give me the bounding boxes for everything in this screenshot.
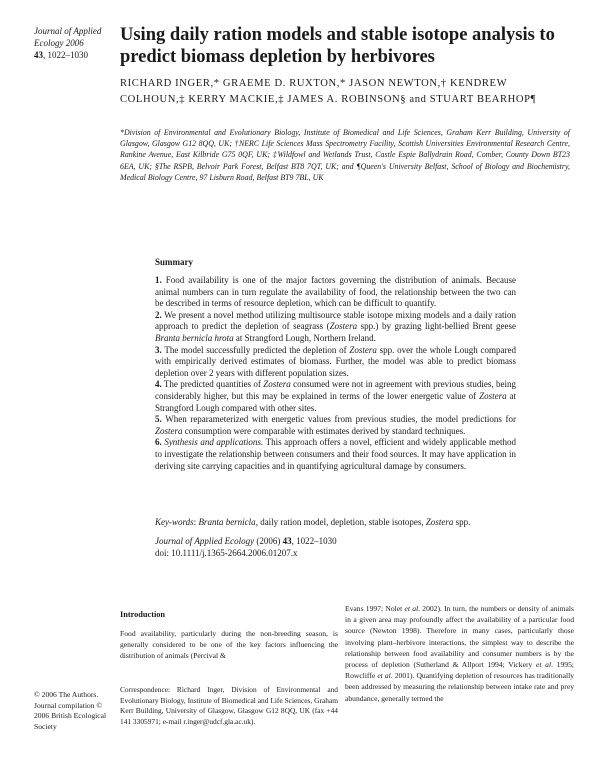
intro-column-right: Evans 1997; Nolet et al. 2002). In turn, the numbers or density of animals in a given area may profoundly affect the availability of a particular food source (Newton 1998). Therefore in many cases, particularly those involving plant–herbivore interactions, the simplest way to describe the relationship between food availability and consumer numbers is by the process of depletion (Sutherland & Allport 1994; Vickery et al. 1995; Rowcliffe et al. 2001). Quantifying depletion of resources has traditionally been addressed by measuring the relationship between intake rate and prey abundance, generally termed the [345, 604, 574, 703]
doi-link[interactable]: doi: 10.1111/j.1365-2664.2006.01207.x [155, 548, 298, 558]
intro-column-left: Food availability, particularly during the non-breeding season, is generally considered to be one of the key factors influencing the distribution of animals (Percival & [120, 629, 338, 661]
keywords: Key-words: Branta bernicla, daily ration model, depletion, stable isotopes, Zostera spp. [155, 517, 471, 527]
copyright-notice: © 2006 The Authors. Journal compilation © 2006 British Ecological Society [34, 690, 107, 731]
keywords-label: Key-words [155, 517, 194, 527]
summary-item: 6. Synthesis and applications. This approach offers a novel, efficient and widely applicable method to investigate the relationship between consumers and their food sources. It may have application in deriving site carrying capacities and in quantifying agricultural damage by consumers. [155, 437, 516, 471]
summary-body [155, 275, 516, 472]
journal-pages: , 1022–1030 [43, 50, 88, 60]
journal-name: Journal of Applied Ecology [34, 26, 102, 48]
journal-volume: 43 [34, 50, 43, 60]
article-title: Using daily ration models and stable isotope analysis to predict biomass depletion by herbivores [120, 25, 555, 67]
correspondence-note: Correspondence: Richard Inger, Division of Environmental and Evolutionary Biology, Institute of Biomedical and Life Sciences, Graham Kerr Building, University of Glasgow, Glasgow G12 8QQ, UK (fax +44 141 3305971; e-mail r.inger@udcf.gla.ac.uk). [120, 685, 338, 726]
summary-item: 3. The model successfully predicted the depletion of Zostera spp. over the whole Lough compared with empirically derived estimates of biomass. Further, the model was able to predict biomass depletion over 2 years with different population sizes. [155, 344, 517, 378]
author-list: RICHARD INGER,* GRAEME D. RUXTON,* JASON NEWTON,† KENDREW COLHOUN,‡ KERRY MACKIE,‡ JAMES A. ROBINSON§ and STUART BEARHOP¶ [120, 78, 537, 105]
summary-item: 5. When reparameterized with energetic values from previous studies, the model predictions for Zostera consumption were comparable with estimates derived by standard techniques. [155, 414, 516, 436]
journal-info [34, 25, 116, 61]
summary-item: 2. We present a novel method utilizing multisource stable isotope mixing models and a daily ration approach to predict the depletion of seagrass (Zostera spp.) by grazing light-bellied Brent geese Branta bernicla hrota at Strangford Lough, Northern Ireland. [155, 309, 516, 343]
introduction-heading: Introduction [120, 610, 166, 619]
journal-year: 2006 [65, 38, 84, 48]
affiliations: *Division of Environmental and Evolutionary Biology, Institute of Biomedical and Life Sciences, Graham Kerr Building, University of Glasgow, Glasgow G12 8QQ, UK; †NERC Life Sciences Mass Spectrometry Facility, Scottish Universities Environmental Research Centre, Rankine Avenue, East Kilbride G75 0QF, UK; ‡Wildfowl and Wetlands Trust, Castle Espie Ballydrain Road, Comber, County Down BT23 6EA, UK; §The RSPB, Belvoir Park Forest, Belfast BT8 7QT, UK; and ¶Queen's University Belfast, School of Biology and Biochemistry, Medical Biology Centre, 97 Lisburn Road, Belfast BT9 7BL, UK [120, 128, 570, 182]
citation: Journal of Applied Ecology (2006) 43, 1022–1030 doi: 10.1111/j.1365-2664.2006.01207.x [155, 536, 337, 558]
summary-item: 1. Food availability is one of the major factors governing the distribution of animals. Because animal numbers can in turn regulate the availability of food, the relationship between the two can be described in terms of resource depletion, which can be difficult to quantify. [155, 275, 516, 309]
summary-heading: Summary [155, 257, 193, 267]
summary-item: 4. The predicted quantities of Zostera consumed were not in agreement with previous studies, being considerably higher, but this may be explained in terms of the lower energetic value of Zostera at Strangford Lough compared with other sites. [155, 379, 517, 413]
